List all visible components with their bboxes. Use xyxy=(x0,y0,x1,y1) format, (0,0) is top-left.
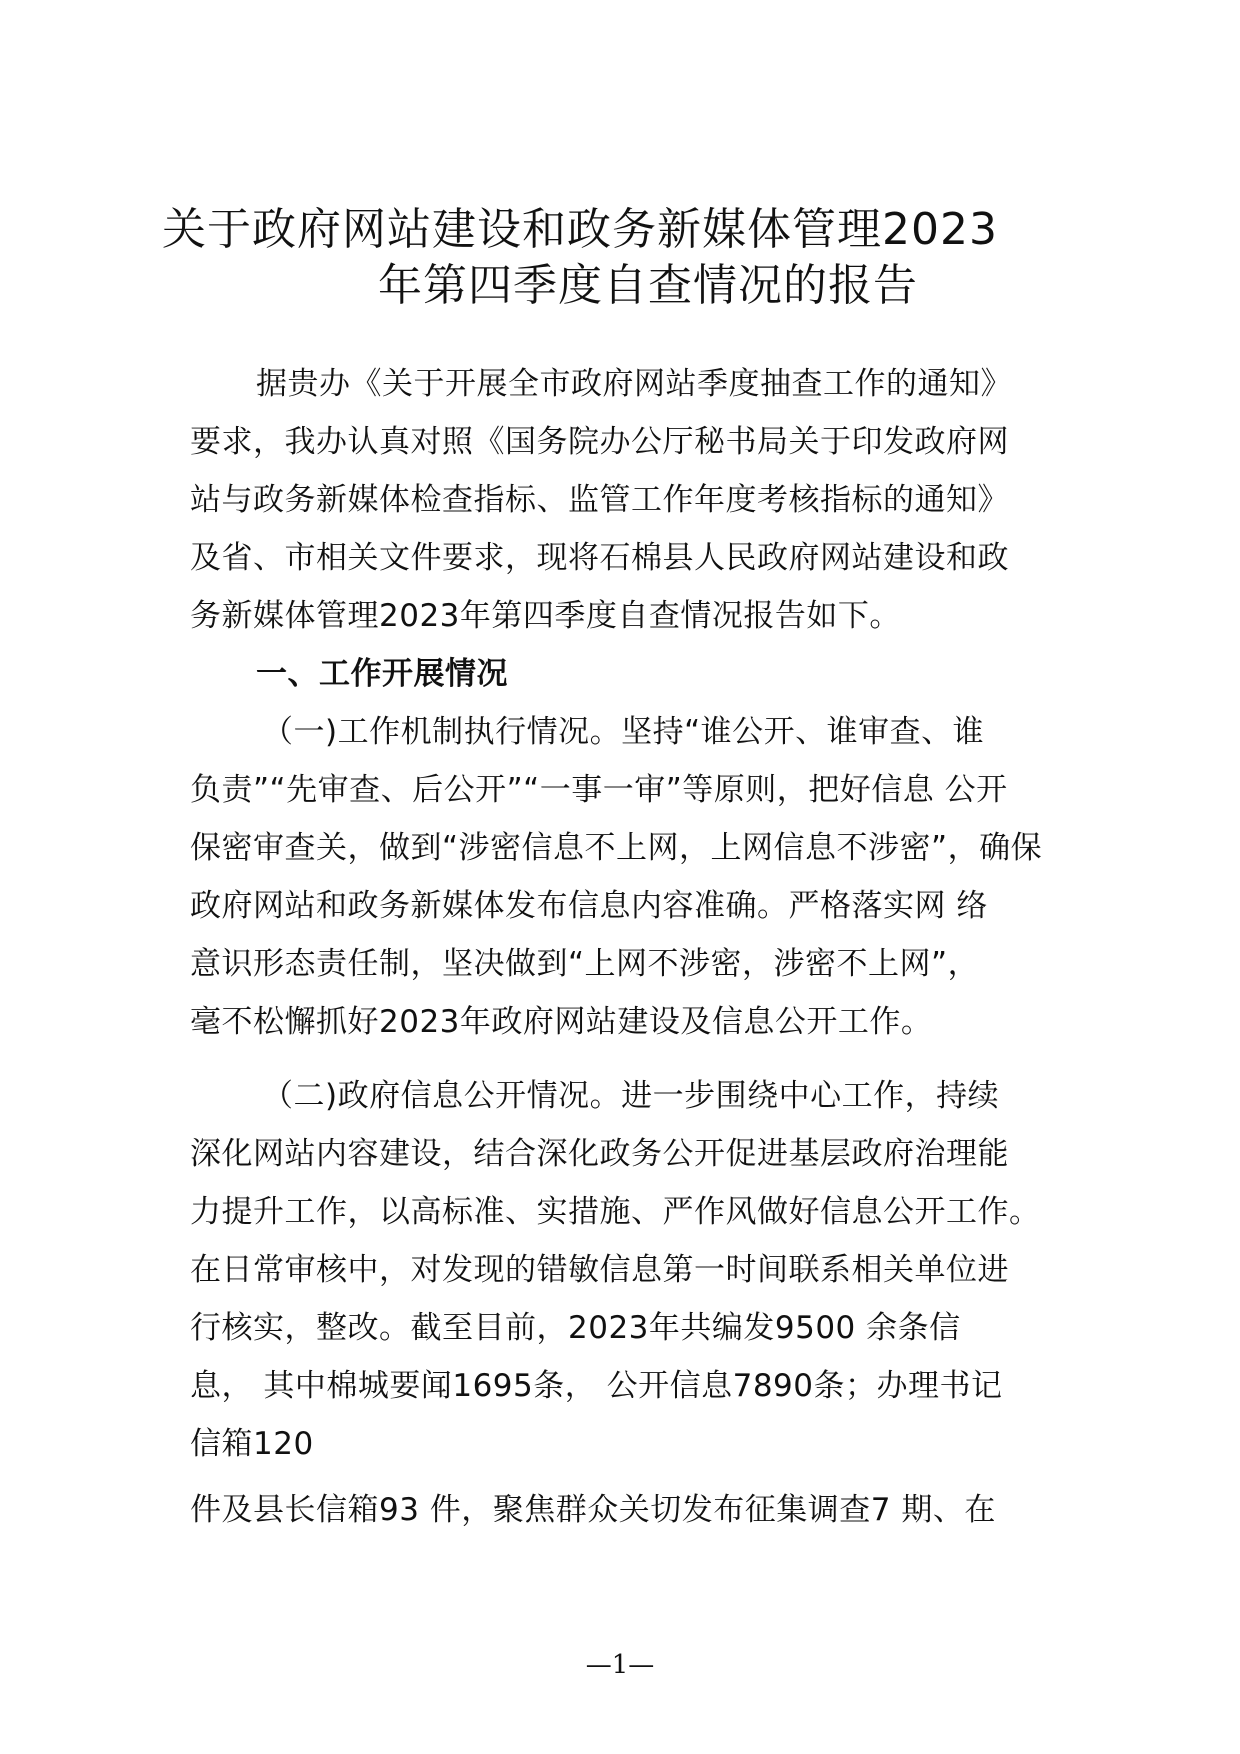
document-title-line-2: 年第四季度自查情况的报告 xyxy=(378,260,918,311)
body-line: 在日常审核中，对发现的错敏信息第一时间联系相关单位进 xyxy=(190,1252,1009,1288)
body-line: （二)政府信息公开情况。进一步围绕中心工作，持续 xyxy=(262,1078,1000,1114)
body-line: 政府网站和政务新媒体发布信息内容准确。严格落实网 络 xyxy=(190,888,988,924)
body-line: 站与政务新媒体检查指标、监管工作年度考核指标的通知》 xyxy=(190,482,1009,518)
body-line: （一)工作机制执行情况。坚持“谁公开、谁审查、谁 xyxy=(262,714,985,750)
body-line: 行核实，整改。截至目前，2023年共编发9500 余条信 xyxy=(190,1310,961,1346)
body-line: 毫不松懈抓好2023年政府网站建设及信息公开工作。 xyxy=(190,1004,933,1040)
body-line: 力提升工作，以高标准、实措施、严作风做好信息公开工作。 xyxy=(190,1194,1041,1230)
body-line: 及省、市相关文件要求，现将石棉县人民政府网站建设和政 xyxy=(190,540,1009,576)
section-heading: 一、工作开展情况 xyxy=(256,656,508,692)
body-line: 息， 其中棉城要闻1695条， 公开信息7890条；办理书记 xyxy=(190,1368,1003,1404)
body-line: 要求，我办认真对照《国务院办公厅秘书局关于印发政府网 xyxy=(190,424,1009,460)
body-line: 负责”“先审查、后公开”“一事一审”等原则，把好信息 公开 xyxy=(190,772,1008,808)
body-line: 信箱120 xyxy=(190,1426,314,1462)
body-line: 务新媒体管理2023年第四季度自查情况报告如下。 xyxy=(190,598,901,634)
document-title-line-1: 关于政府网站建设和政务新媒体管理2023 xyxy=(162,204,998,255)
body-line: 保密审查关，做到“涉密信息不上网，上网信息不涉密”，确保 xyxy=(190,830,1043,866)
body-line: 件及县长信箱93 件，聚焦群众关切发布征集调查7 期、在 xyxy=(190,1492,996,1528)
page-number: —1— xyxy=(585,1650,655,1680)
body-line: 据贵办《关于开展全市政府网站季度抽查工作的通知》 xyxy=(256,366,1012,402)
body-line: 意识形态责任制，坚决做到“上网不涉密，涉密不上网”， xyxy=(190,946,980,982)
body-line: 深化网站内容建设，结合深化政务公开促进基层政府治理能 xyxy=(190,1136,1009,1172)
